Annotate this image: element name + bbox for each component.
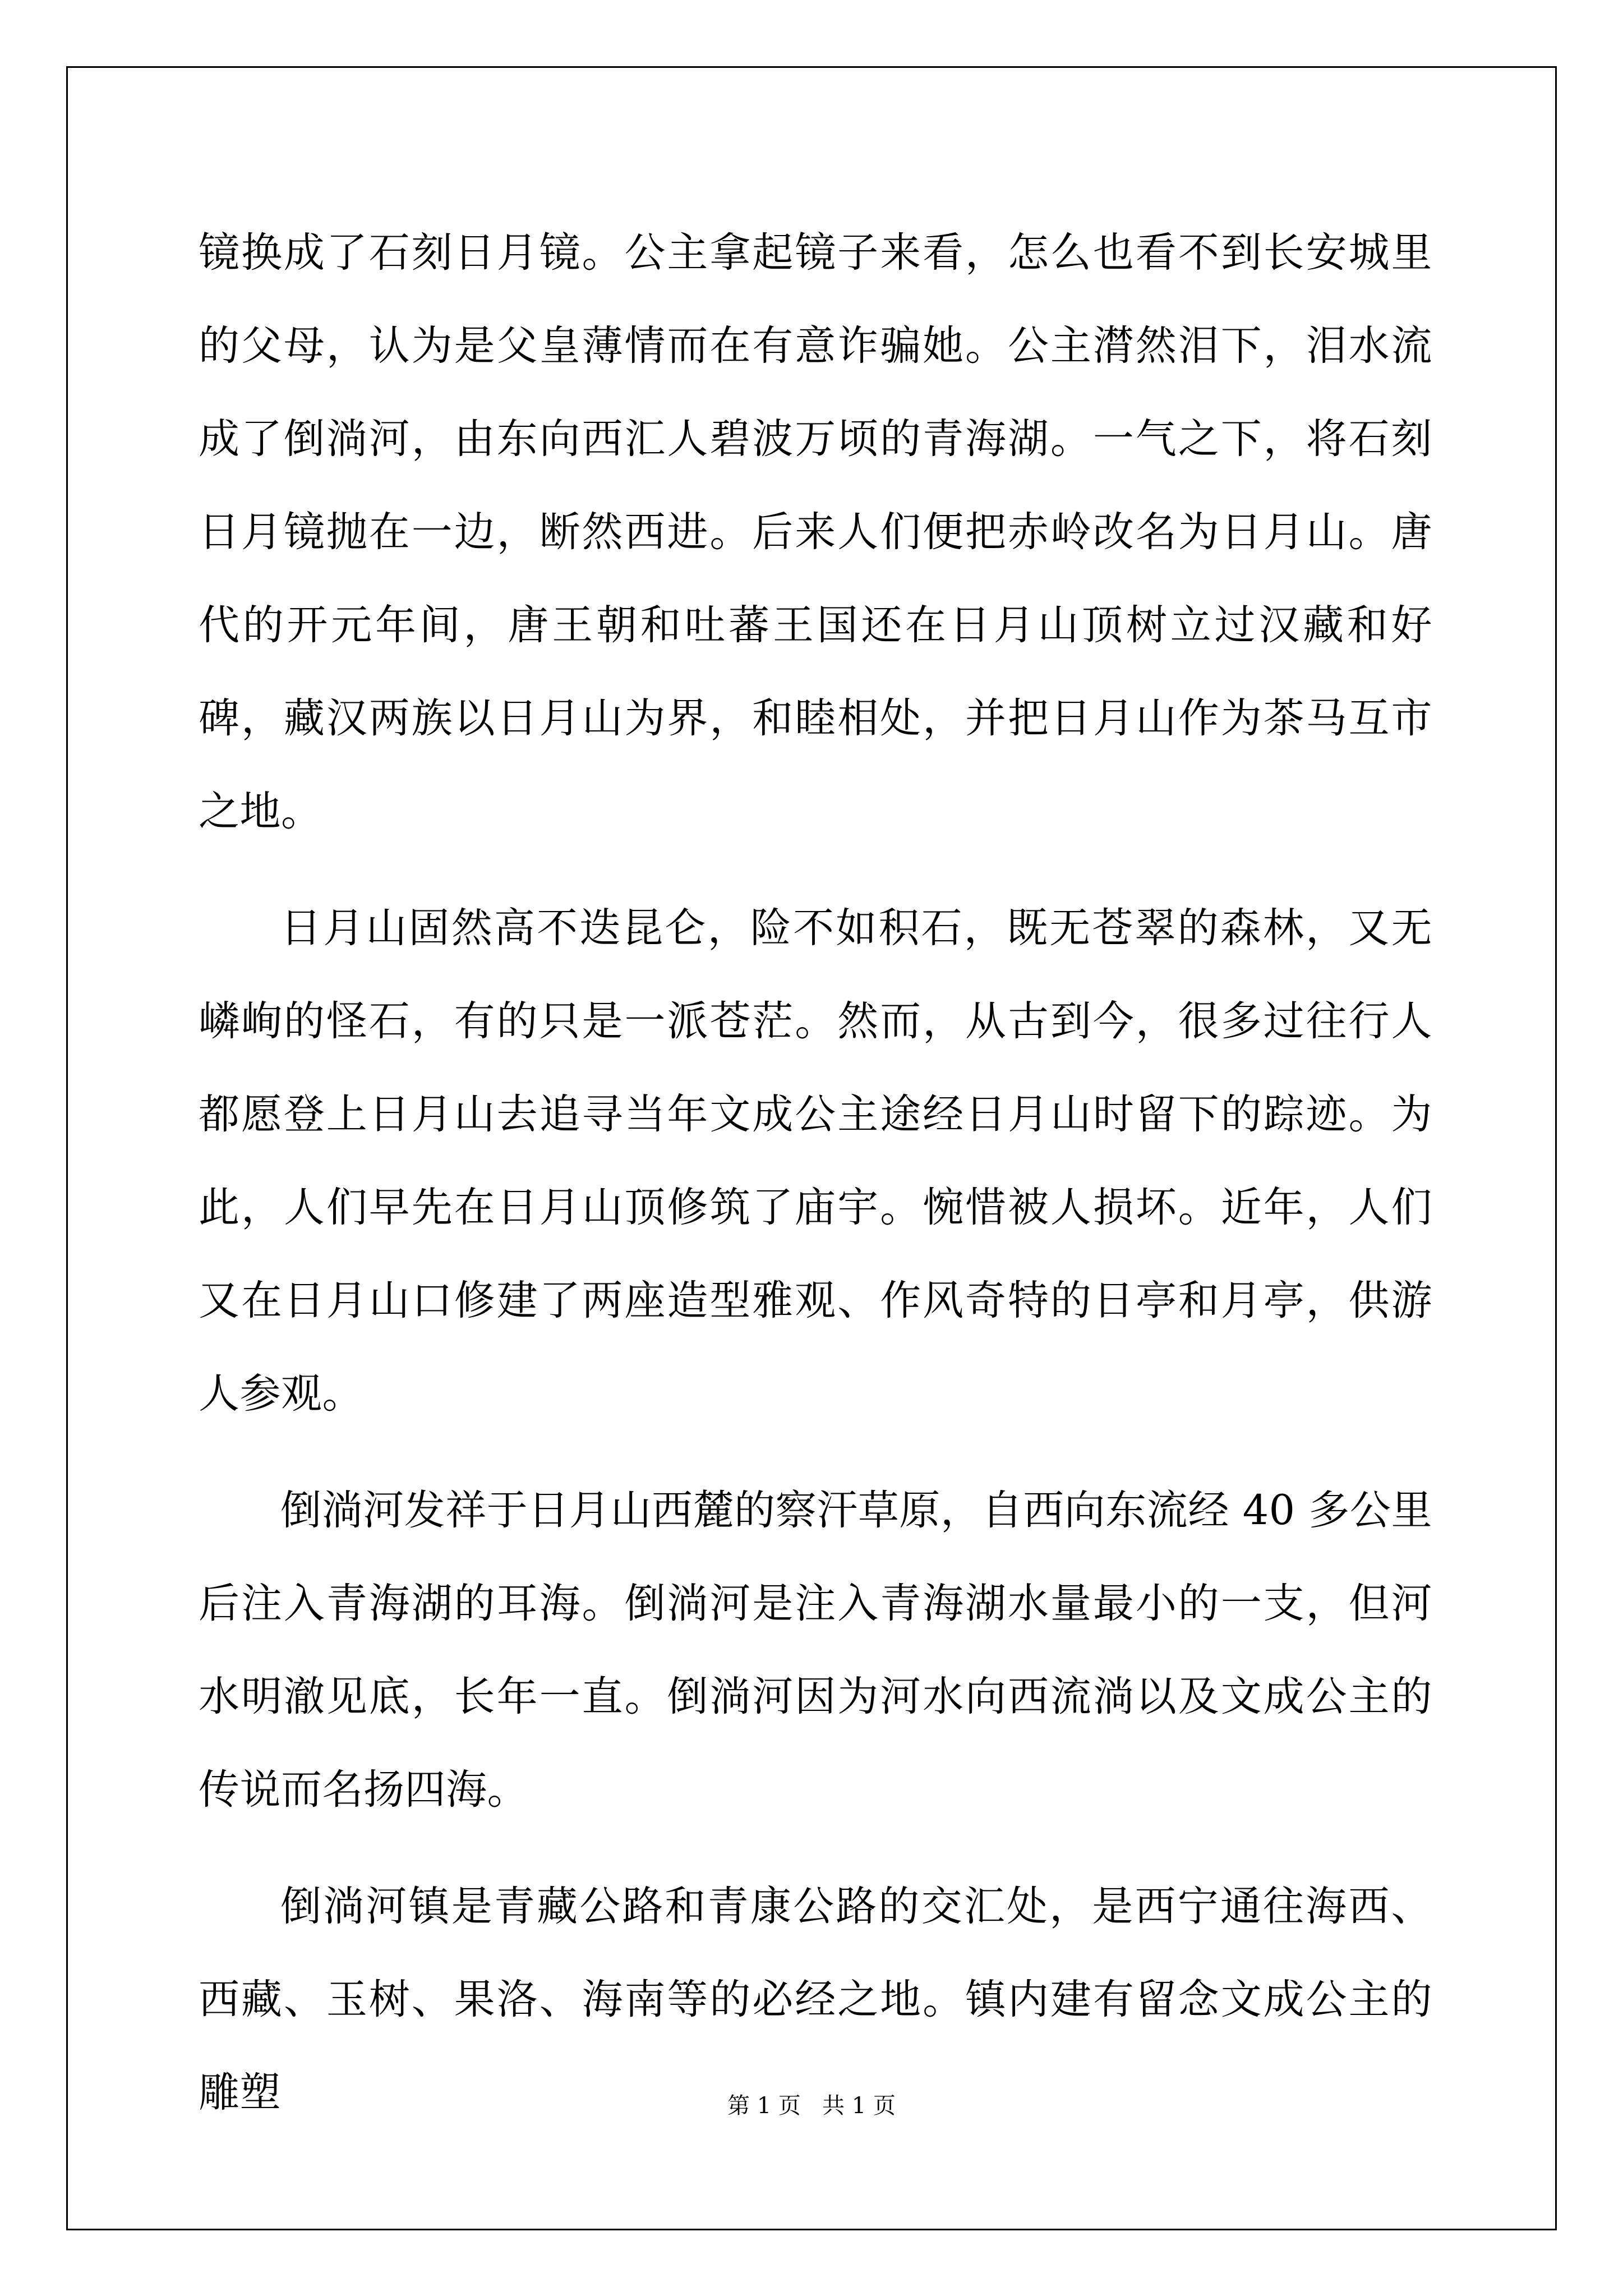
page-number-footer: 第 1 页 共 1 页 [727, 2093, 896, 2119]
document-body [199, 206, 1432, 2139]
paragraph-4: 倒淌河镇是青藏公路和青康公路的交汇处，是西宁通往海西、西藏、玉树、果洛、海南等的必经之地。镇内建有留念文成公主的雕塑 [199, 1883, 1432, 2116]
paragraph-1: 镜换成了石刻日月镜。公主拿起镜子来看，怎么也看不到长安城里的父母，认为是父皇薄情而在有意诈骗她。公主潸然泪下，泪水流成了倒淌河，由东向西汇人碧波万顷的青海湖。一气之下，将石刻日月镜抛在一边，断然西进。后来人们便把赤岭改名为日月山。唐代的开元年间，唐王朝和吐蕃王国还在日月山顶树立过汉藏和好碑，藏汉两族以日月山为界，和睦相处，并把日月山作为茶马互市之地。 [199, 229, 1432, 835]
paragraph-3: 倒淌河发祥于日月山西麓的察汗草原，自西向东流经 40 多公里后注入青海湖的耳海。倒淌河是注入青海湖水量最小的一支，但河水明澈见底，长年一直。倒淌河因为河水向西流淌以及文成公主的传说而名扬四海。 [199, 1487, 1432, 1814]
paragraph-2: 日月山固然高不迭昆仑，险不如积石，既无苍翠的森林，又无嶙峋的怪石，有的只是一派苍茫。然而，从古到今，很多过往行人都愿登上日月山去追寻当年文成公主途经日月山时留下的踪迹。为此，人们早先在日月山顶修筑了庙宇。惋惜被人损坏。近年，人们又在日月山口修建了两座造型雅观、作风奇特的日亭和月亭，供游人参观。 [199, 904, 1432, 1418]
